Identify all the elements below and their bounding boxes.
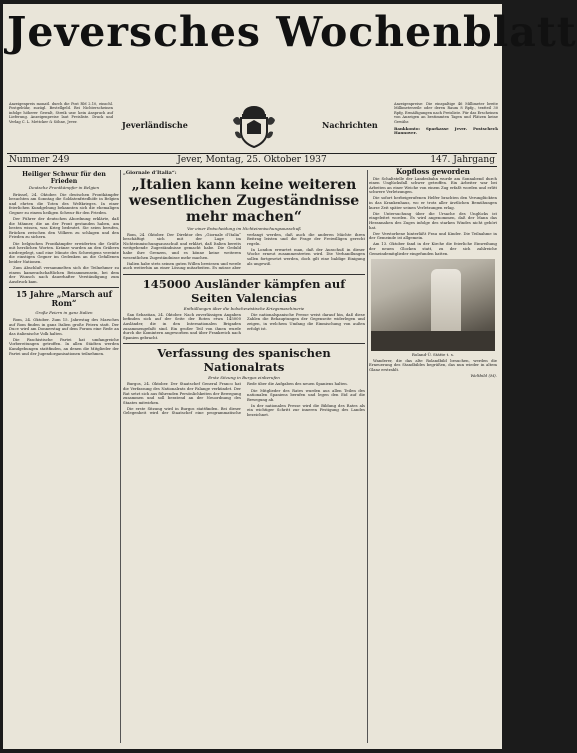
column-right	[369, 167, 497, 743]
photo-monument	[431, 269, 461, 339]
lead-deck: Vor einer Entscheidung im Nichteinmischungsausschuß	[187, 225, 301, 231]
article-paragraph: Der Führer der deutschen Abordnung erklärte, daß die Männer, die an der Front gestanden haben, am besten wissen, was Krieg bedeutet. Sie seien berufen, Brücken zwischen den Völkern zu schlagen und den Frieden zu sichern.	[9, 216, 119, 240]
newspaper-page	[3, 4, 577, 749]
photo-caption: Roland-Ü. Stätte t. s.	[411, 352, 455, 358]
bank-info: Bankkonto: Sparkasse Jever. Postscheck Hannover.	[394, 126, 498, 136]
article-paragraph: Die erste Sitzung wird in Burgos stattfinden. Bei dieser Gelegenheit wird der Staatschef eine programmatische Rede über die Aufgaben des neuen Spaniens halten.	[123, 381, 348, 416]
photo-credit: Weltbild (M).	[470, 372, 497, 378]
volume-year: 147. Jahrgang	[430, 155, 495, 165]
subscription-info: Anzeigenpreis monatl. durch die Post RM 2.10, einschl. Postgebühr, zuzügl. Bestellgeld. Bei Nichterscheinen infolge höherer Gewalt, Streik usw. kein Anspruch auf Lieferung. Anzeigenpreise laut Preisliste. Druck und Verlag C. L. Mettcker & Söhne, Jever.	[9, 102, 113, 124]
article-paragraph: Die sofort herbeigerufenen Helfer brachten den Verunglückten in das Krankenhaus, wo er trotz aller ärztlichen Bemühungen kurze Zeit später seinen Verletzungen erlag.	[369, 195, 497, 210]
article-headline: Heiliger Schwur für den Frieden	[22, 171, 106, 185]
article-paragraph: In der nationalen Presse wird die Bildung des Rates als ein wichtiger Schritt zur inneren Festigung des Landes bezeichnet.	[247, 402, 365, 417]
lead-headline: „Italien kann keine weiteren wesentlichen Zugeständnisse mehr machen“	[128, 176, 360, 225]
issue-number: Nummer 249	[9, 155, 70, 165]
article-paragraph: Italien habe stets seinen guten Willen bewiesen und werde auch weiterhin an einer Lösung mitarbeiten. Es müsse aber verlangt werden, daß auch die anderen Mächte ihren Beitrag leisten und die Frage der Freiwilligen gerecht regeln.	[123, 231, 365, 271]
third-headline: Verfassung des spanischen Nationalrats	[123, 343, 365, 374]
masthead-subtitle-right: Nachrichten	[322, 120, 378, 130]
article-paragraph: Rom, 24. Oktober. Der Direktor des „Giornale d’Italia“ beschäftigt sich mit der Lage im Nichteinmischungsausschuß und erklärt, daß Italien bereits weitgehende Zugeständnisse gemacht habe. Die Geduld habe ihre Grenzen, und es könne keine weiteren wesentlichen Zugeständnisse mehr machen.	[123, 231, 241, 260]
article-kicker: „Giornale d’Italia“:	[123, 170, 177, 176]
masthead-subtitle-left: Jeverländische	[122, 120, 188, 130]
article-headline: Kopfloss geworden	[396, 167, 470, 176]
column-left	[9, 170, 119, 743]
news-photo	[371, 259, 495, 351]
article-paragraph: Die Untersuchung über die Ursache des Unglücks ist eingeleitet worden. Es wird angenommen, daß der Mann das Herannahen des Zuges infolge des starken Windes nicht gehört hat.	[369, 210, 497, 230]
article-paragraph: San Sebastian, 24. Oktober. Nach zuverlässigen Angaben befinden sich auf der Seite der Roten etwa 145000 Ausländer, die in den Internationalen Brigaden zusammengefaßt sind. Ein großer Teil von ihnen wurde durch die Komintern angeworben und über Frankreich nach Spanien gebracht.	[123, 311, 241, 340]
lead-article-body	[123, 233, 365, 271]
advertising-info-text: Anzeigenpreise: Die einspaltige 46 Millimeter breite Millimeterzeile oder deren Raum 8 Rpfg., textteil 30 Rpfg. Ermäßigungen nach Preisliste. Für das Erscheinen von Anzeigen an bestimmten Tagen und Plätzen keine Gewähr.	[394, 102, 499, 124]
column-rule	[120, 170, 121, 743]
article-paragraph: In London erwartet man, daß der Ausschuß in dieser Woche erneut zusammentreten wird. Die Verhandlungen sollen fortgesetzt werden, doch gilt eine baldige Einigung als ungewiß.	[247, 246, 365, 266]
article-paragraph: Die nationalspanische Presse weist darauf hin, daß diese Zahlen die Behauptungen der Gegenseite widerlegen und zeigen, in welchem Umfang die Einmischung von außen erfolgt ist.	[247, 311, 365, 331]
secondary-deck: Enthüllungen über die bolschewistische Kriegsmaschinerie	[183, 305, 305, 311]
column-rule	[367, 170, 368, 743]
jever-crest-icon	[229, 102, 279, 150]
advertising-info	[394, 102, 498, 146]
article-paragraph: Der Verstorbene hinterläßt Frau und Kinder. Die Teilnahme in der Gemeinde ist allgemein.	[369, 230, 497, 241]
article-paragraph: Wanderer, die das alte Rolandbild besuchen, werden die Erneuerung des Standbildes begrüßen, das nun wieder in altem Glanz erstrahlt.	[369, 357, 497, 372]
article-subheadline: Deutsche Frontkämpfer in Belgien	[28, 185, 100, 190]
article-paragraph: Zum Abschluß versammelten sich die Teilnehmer zu einem kameradschaftlichen Beisammensein, bei dem der Wunsch nach dauerhafter Verständigung zum Ausdruck kam.	[9, 265, 119, 284]
article-paragraph: Die Faschistische Partei hat umfangreiche Vorbereitungen getroffen. In allen Städten werden Kundgebungen stattfinden, an denen die Mitglieder der Partei und der Jugendorganisationen teilnehmen.	[9, 336, 119, 356]
article-paragraph: Burgos, 24. Oktober. Der Staatschef General Franco hat die Verfassung des Nationalrats der Falange verkündet. Der Rat setzt sich aus führenden Persönlichkeiten der Bewegung zusammen und soll beratend an der Neuordnung des Staates mitwirken.	[123, 381, 241, 405]
issue-date: Jever, Montag, 25. Oktober 1937	[177, 155, 327, 165]
article-paragraph: Brüssel, 24. Oktober. Die deutschen Frontkämpfer besuchten am Sonntag die Soldatenfriedhöfe in Belgien und ehrten die Toten des Weltkrieges. In einer feierlichen Kundgebung bekannten sich die ehemaligen Gegner zu einem heiligen Schwur für den Frieden.	[9, 191, 119, 215]
third-deck: Erste Sitzung in Burgos einberufen	[208, 375, 280, 381]
article-paragraph: Am 13. Oktober fand in der Kirche die feierliche Einweihung der neuen Glocken statt, zu der sich zahlreiche Gemeindemitglieder eingefunden hatten.	[369, 241, 497, 256]
article-paragraph: Die belgischen Frontkämpfer erwiderten die Grüße mit herzlichen Worten. Kränze wurden an den Gräbern niedergelegt, und eine Minute des Schweigens vereinte die einstigen Gegner im Gedenken an die Gefallenen beider Nationen.	[9, 240, 119, 264]
photo-ground	[371, 331, 495, 351]
secondary-article-body	[123, 313, 365, 341]
masthead-title: Jeversches Wochenblatt	[7, 8, 577, 56]
article-subheadline: Große Feiern in ganz Italien	[35, 310, 93, 316]
article-paragraph: Die Schaltstelle der Landesbahn wurde am Sonnabend durch einen Unglücksfall schwer getroffen. Ein Arbeiter war bei Arbeiten an einer Weiche von einem Zug erfaßt worden und erlitt schwere Verletzungen.	[369, 175, 497, 195]
article-paragraph: Die Mitglieder des Rates wurden aus allen Teilen des nationalen Spaniens berufen und legen den Eid auf die Bewegung ab.	[247, 387, 365, 402]
article-headline: 15 Jahre „Marsch auf Rom“	[9, 287, 119, 308]
secondary-headline: 145000 Ausländer kämpfen auf Seiten Valencias	[123, 274, 365, 305]
article-paragraph: Rom, 24. Oktober. Zum 15. Jahrestag des Marsches auf Rom finden in ganz Italien große Feiern statt. Der Duce wird am Donnerstag auf dem Forum eine Rede an das italienische Volk halten.	[9, 316, 119, 336]
column-center	[123, 170, 365, 743]
dateline	[7, 153, 497, 167]
third-article-body	[123, 382, 365, 417]
